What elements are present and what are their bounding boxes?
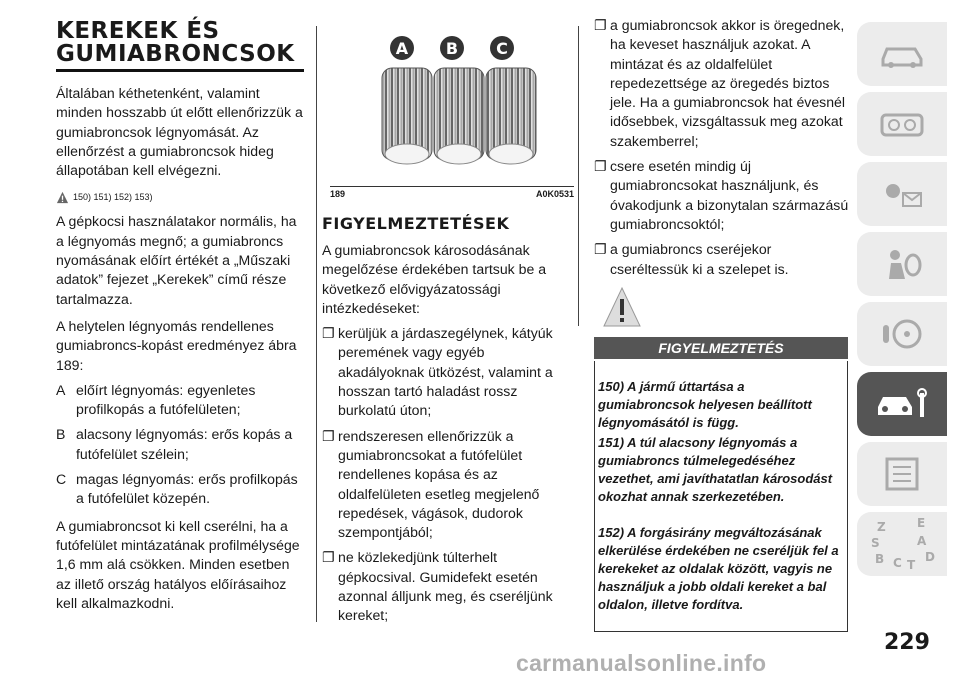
tab-car[interactable] (857, 22, 947, 86)
tab-technical-data[interactable] (857, 442, 947, 506)
column-2 (322, 212, 574, 626)
warnings-intro: A gumiabroncsok károsodásának megelőzése érdekében tartsuk be a következő elővigyázatossági intézkedéseket: (322, 242, 547, 316)
svg-text:E: E (917, 516, 926, 530)
warning-text: A jármű úttartása a gumiabroncsok helyesen beállított légnyomásától is függ. (598, 379, 812, 430)
column-divider-2 (578, 26, 579, 326)
bullet-text: csere esetén mindig új gumiabroncsokat használjunk, és óvakodjunk a bizonytalan származású gumiabroncsoktól; (610, 158, 849, 232)
tire-a (382, 68, 432, 164)
item-label: A (56, 381, 66, 398)
checkbox-bullet-icon: ❐ (322, 427, 335, 444)
section-heading (56, 20, 308, 66)
warning-title: FIGYELMEZTETÉS (594, 337, 848, 359)
tire-figure (330, 26, 574, 186)
checkbox-bullet-icon: ❐ (594, 17, 607, 33)
warning-text: A forgásirány megváltozásának elkerülése érdekében ne cseréljük fel a kerekeket az oldalak között, vagyis ne használjuk a jobb oldali kereket a bal oldalon, illetve fordítva. (598, 525, 839, 612)
item-label: B (56, 426, 66, 443)
tab-driving[interactable] (857, 302, 947, 366)
list-item (594, 16, 850, 151)
figure-number: 189 (330, 189, 346, 199)
paragraph-2: A gépkocsi használatakor normális, ha a légnyomás megnő; a gumiabroncs nyomásának előírt értékét a „Műszaki adatok” fejezet „Kerekek” című része tartalmazza. (56, 213, 297, 307)
warning-item (594, 524, 844, 614)
list-item (56, 381, 308, 420)
list-item (322, 548, 574, 625)
paragraph-4: A gumiabroncsot ki kell cserélni, ha a futófelület mintázatának profilmélysége 1,6 mm alá csökken. Minden esetben az illető ország hatályos előírásaihoz kell alkalmazkodni. (56, 517, 300, 611)
warning-light-icon (879, 177, 925, 211)
bullet-text: ne közlekedjünk túlterhelt gépkocsival. Gumidefekt esetén azonnal álljunk meg, és cseréljünk kereket; (338, 549, 553, 624)
bullet-text: a gumiabroncs cseréjekor cseréltessük ki a szelepet is. (610, 241, 789, 277)
figure-code: A0K0531 (535, 189, 574, 199)
tire-wear-illustration (330, 26, 574, 186)
heading-rule (56, 69, 304, 72)
svg-text:B: B (875, 552, 885, 566)
figure-caption (330, 186, 574, 199)
tab-index[interactable] (857, 512, 947, 576)
warning-item (594, 434, 844, 506)
page-number: 229 (884, 630, 930, 655)
item-label: C (56, 471, 67, 488)
label-b (440, 36, 464, 60)
chapter-tabs (857, 22, 947, 582)
warning-number: 151) (598, 435, 625, 450)
dashboard-icon (879, 109, 925, 139)
airbag-icon (879, 247, 925, 281)
index-icon (867, 515, 937, 573)
checkbox-bullet-icon: ❐ (594, 241, 607, 258)
heading-line-1: KEREKEK ÉS (56, 18, 220, 44)
svg-text:D: D (925, 550, 935, 564)
column-1 (56, 0, 308, 613)
warning-text: A túl alacsony légnyomás a gumiabroncs túlmelegedéséhez vezethet, ami javíthatatlan károsodást okozhat annak szerkezetében. (598, 435, 833, 504)
svg-text:A: A (917, 534, 927, 548)
tab-service[interactable] (857, 372, 947, 436)
tab-safety[interactable] (857, 232, 947, 296)
label-a (390, 36, 414, 60)
label-c (490, 36, 514, 60)
column-3 (594, 16, 850, 279)
warning-triangle-icon (56, 191, 69, 204)
column-divider-1 (316, 26, 317, 622)
warning-number: 150) (598, 379, 625, 394)
warning-triangle-icon (602, 286, 642, 330)
reference-numbers: 150) 151) 152) 153) (73, 192, 153, 203)
svg-text:C: C (496, 39, 508, 58)
bullet-text: kerüljük a járdaszegélynek, kátyúk peremének vagy egyéb akadályoknak ütközést, valamint a hosszan tartó haladást rossz burkolatú úton; (338, 325, 553, 419)
heading-line-2: GUMIABRONCSOK (56, 41, 295, 67)
list-item (56, 470, 308, 509)
list-icon (879, 456, 925, 492)
tire-c (486, 68, 536, 164)
car-service-icon (874, 387, 930, 421)
watermark: carmanualsonline.info (516, 650, 767, 676)
svg-text:T: T (907, 558, 916, 572)
tire-b (434, 68, 484, 164)
tab-warning-lights[interactable] (857, 162, 947, 226)
list-item (594, 240, 850, 279)
svg-text:A: A (395, 39, 409, 58)
warning-item (594, 378, 844, 432)
item-text: alacsony légnyomás: erős kopás a futófelület szélein; (76, 426, 293, 462)
reference-line (56, 190, 308, 204)
list-item (594, 157, 850, 234)
paragraph-3: A helytelen légnyomás rendellenes gumiabroncs-kopást eredményez ábra 189: (56, 317, 297, 373)
checkbox-bullet-icon: ❐ (322, 325, 335, 342)
bullet-text: a gumiabroncsok akkor is öregednek, ha keveset használjuk azokat. A mintázat és az oldalfelület repedezettsége az öregedés biztos jele. Ha a gumiabroncsok hat évesnél idősebbek, vizsgáltassuk meg azokat szakemberrel; (610, 17, 846, 149)
svg-text:Z: Z (877, 520, 886, 534)
tab-dashboard[interactable] (857, 92, 947, 156)
car-icon (879, 39, 925, 69)
item-text: magas légnyomás: erős profilkopás a futófelület közepén. (76, 471, 298, 507)
checkbox-bullet-icon: ❐ (594, 158, 607, 175)
list-item (322, 324, 574, 420)
item-text: előírt légnyomás: egyenletes profilkopás a futófelületen; (76, 381, 256, 418)
warnings-heading: FIGYELMEZTETÉSEK (322, 214, 510, 233)
svg-text:B: B (445, 39, 459, 58)
intro-paragraph: Általában kéthetenként, valamint minden hosszabb út előtt ellenőrizzük a gumiabroncsok légnyomását. Az ellenőrzést a gumiabroncsok hideg állapotában kell elvégezni. (56, 85, 303, 179)
steering-wheel-icon (879, 317, 925, 351)
warning-number: 152) (598, 525, 625, 540)
svg-text:C: C (893, 556, 902, 570)
svg-text:S: S (871, 536, 880, 550)
checkbox-bullet-icon: ❐ (322, 549, 335, 566)
list-item (322, 427, 574, 543)
list-item (56, 425, 308, 464)
bullet-text: rendszeresen ellenőrizzük a gumiabroncsokat a futófelület rendellenes kopása és az oldalfelületen esetleg megjelenő repedések, vágások, dudorok szempontjából; (338, 427, 540, 541)
